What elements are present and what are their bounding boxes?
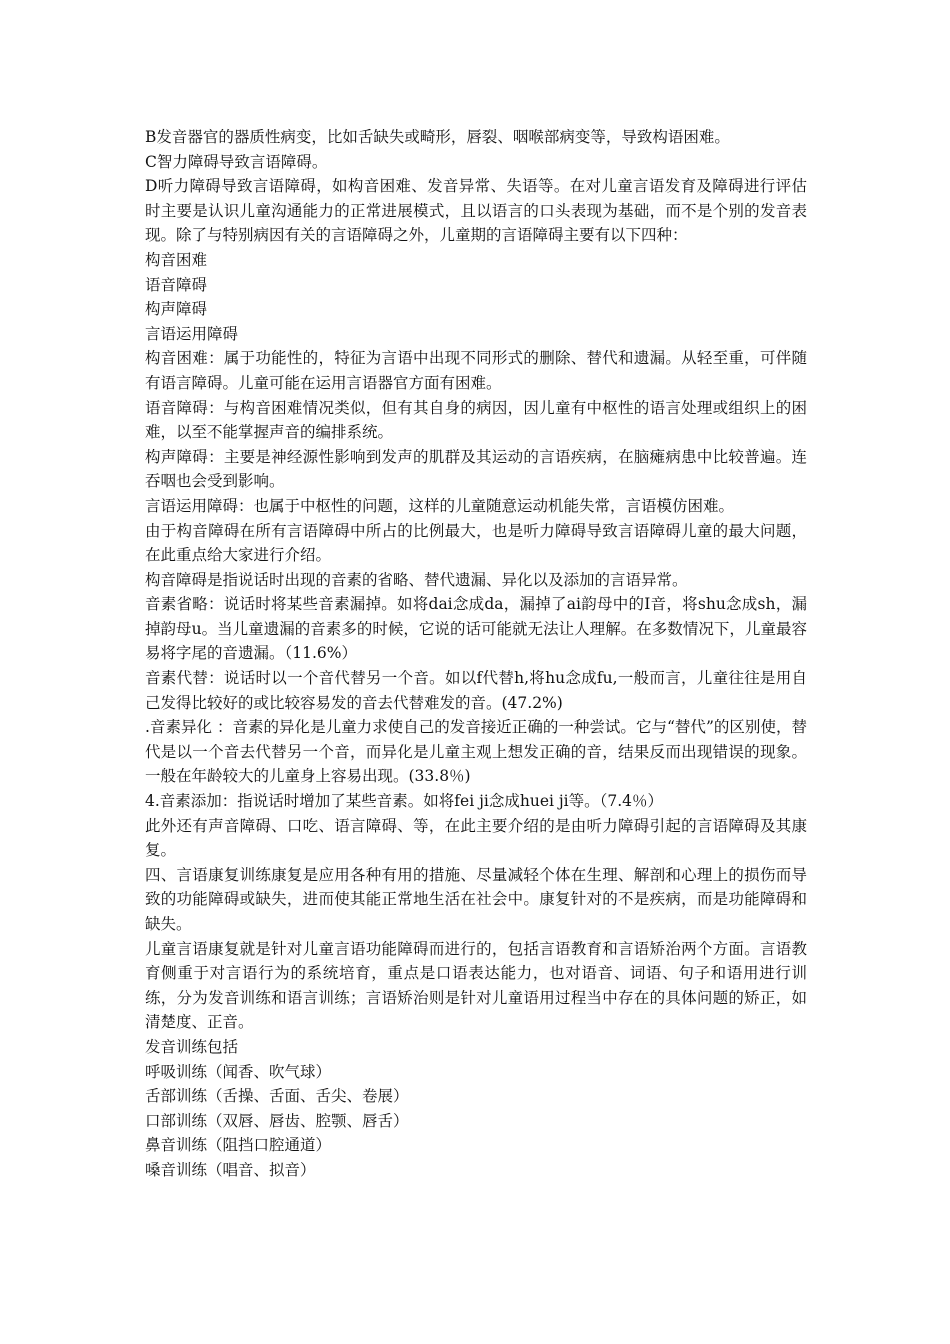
- list-item-phonological-disorder: 语音障碍: [145, 275, 208, 294]
- paragraph-phonological-definition: 语音障碍：与构音困难情况类似，但有其自身的病因，因儿童有中枢性的语言处理或组织上的困难，以至不能掌握声音的编排系统。: [145, 398, 807, 442]
- list-item-breathing: 呼吸训练（闻香、吹气球）: [145, 1062, 332, 1081]
- paragraph-d-hearing: D听力障碍导致言语障碍，如构音困难、发音异常、失语等。在对儿童言语发育及障碍进行评估时主要是认识儿童沟通能力的正常进展模式，且以语言的口头表现为基础，而不是个别的发音表现。除了与特别病因有关的言语障碍之外，儿童期的言语障碍主要有以下四种：: [145, 177, 807, 245]
- paragraph-child-rehab: 儿童言语康复就是针对儿童言语功能障碍而进行的，包括言语教育和言语矫治两个方面。言语教育侧重于对言语行为的系统培育，重点是口语表达能力，也对语音、词语、句子和语用进行训练，分为发音训练和语言训练；言语矫治则是针对儿童语用过程当中存在的具体问题的矫正，如清楚度、正音。: [145, 939, 807, 1032]
- paragraph-omission: 音素省略：说话时将某些音素漏掉。如将dai念成da，漏掉了ai韵母中的I音，将shu念成sh，漏掉韵母u。当儿童遗漏的音素多的时候，它说的话可能就无法让人理解。在多数情况下，儿童最容易将字尾的音遗漏。（11.6%）: [145, 595, 807, 663]
- list-item-nasal: 鼻音训练（阻挡口腔通道）: [145, 1136, 332, 1155]
- paragraph-articulation-definition: 构音困难：属于功能性的，特征为言语中出现不同形式的删除、替代和遗漏。从轻至重，可伴随有语言障碍。儿童可能在运用言语器官方面有困难。: [145, 349, 807, 392]
- paragraph-c-intellectual: C智力障碍导致言语障碍。: [145, 152, 328, 171]
- paragraph-b-organic-lesion: B发音器官的器质性病变，比如舌缺失或畸形，唇裂、咽喉部病变等，导致构语困难。: [145, 128, 730, 146]
- paragraph-substitution: 音素代替：说话时以一个音代替另一个音。如以f代替h,将hu念成fu,一般而言，儿童往往是用自己发得比较好的或比较容易发的音去代替难发的音。(47.2%): [145, 669, 807, 712]
- paragraph-focus-intro: 由于构音障碍在所有言语障碍中所占的比例最大，也是听力障碍导致言语障碍儿童的最大问题，在此重点给大家进行介绍。: [145, 521, 807, 565]
- paragraph-dysarthria-definition: 构声障碍：主要是神经源性影响到发声的肌群及其运动的言语疾病，在脑瘫病患中比较普遍。连吞咽也会受到影响。: [145, 447, 807, 491]
- paragraph-apraxia-definition: 言语运用障碍：也属于中枢性的问题，这样的儿童随意运动机能失常，言语模仿困难。: [145, 496, 735, 515]
- list-item-tongue: 舌部训练（舌操、舌面、舌尖、卷展）: [145, 1087, 409, 1106]
- paragraph-distortion: .音素异化 ：音素的异化是儿童力求使自己的发音接近正确的一种尝试。它与“替代”的区别使，替代是以一个音去代替另一个音，而异化是儿童主观上想发正确的音，结果反而出现错误的现象。一般在年龄较大的儿童身上容易出现。(33.8％): [145, 718, 807, 786]
- paragraph-articulation-disorder: 构音障碍是指说话时出现的音素的省略、替代遗漏、异化以及添加的言语异常。: [145, 570, 688, 589]
- list-item-apraxia: 言语运用障碍: [145, 324, 239, 343]
- list-item-mouth: 口部训练（双唇、唇齿、腔颚、唇舌）: [145, 1111, 409, 1130]
- document-body: [145, 125, 807, 1183]
- list-item-articulation-difficulty: 构音困难: [145, 250, 208, 269]
- paragraph-other-disorders: 此外还有声音障碍、口吃、语言障碍、等，在此主要介绍的是由听力障碍引起的言语障碍及其康复。: [145, 816, 807, 860]
- list-item-voice: 嗓音训练（唱音、拟音）: [145, 1160, 316, 1179]
- paragraph-addition: 4.音素添加：指说话时增加了某些音素。如将fei ji念成huei ji等。（7.4％）: [145, 792, 664, 811]
- list-item-dysarthria: 构声障碍: [145, 300, 208, 319]
- paragraph-section-four: 四、言语康复训练康复是应用各种有用的措施、尽量减轻个体在生理、解剖和心理上的损伤而导致的功能障碍或缺失，进而使其能正常地生活在社会中。康复针对的不是疾病，而是功能障碍和缺失。: [145, 865, 807, 933]
- paragraph-training-heading: 发音训练包括: [145, 1037, 239, 1056]
